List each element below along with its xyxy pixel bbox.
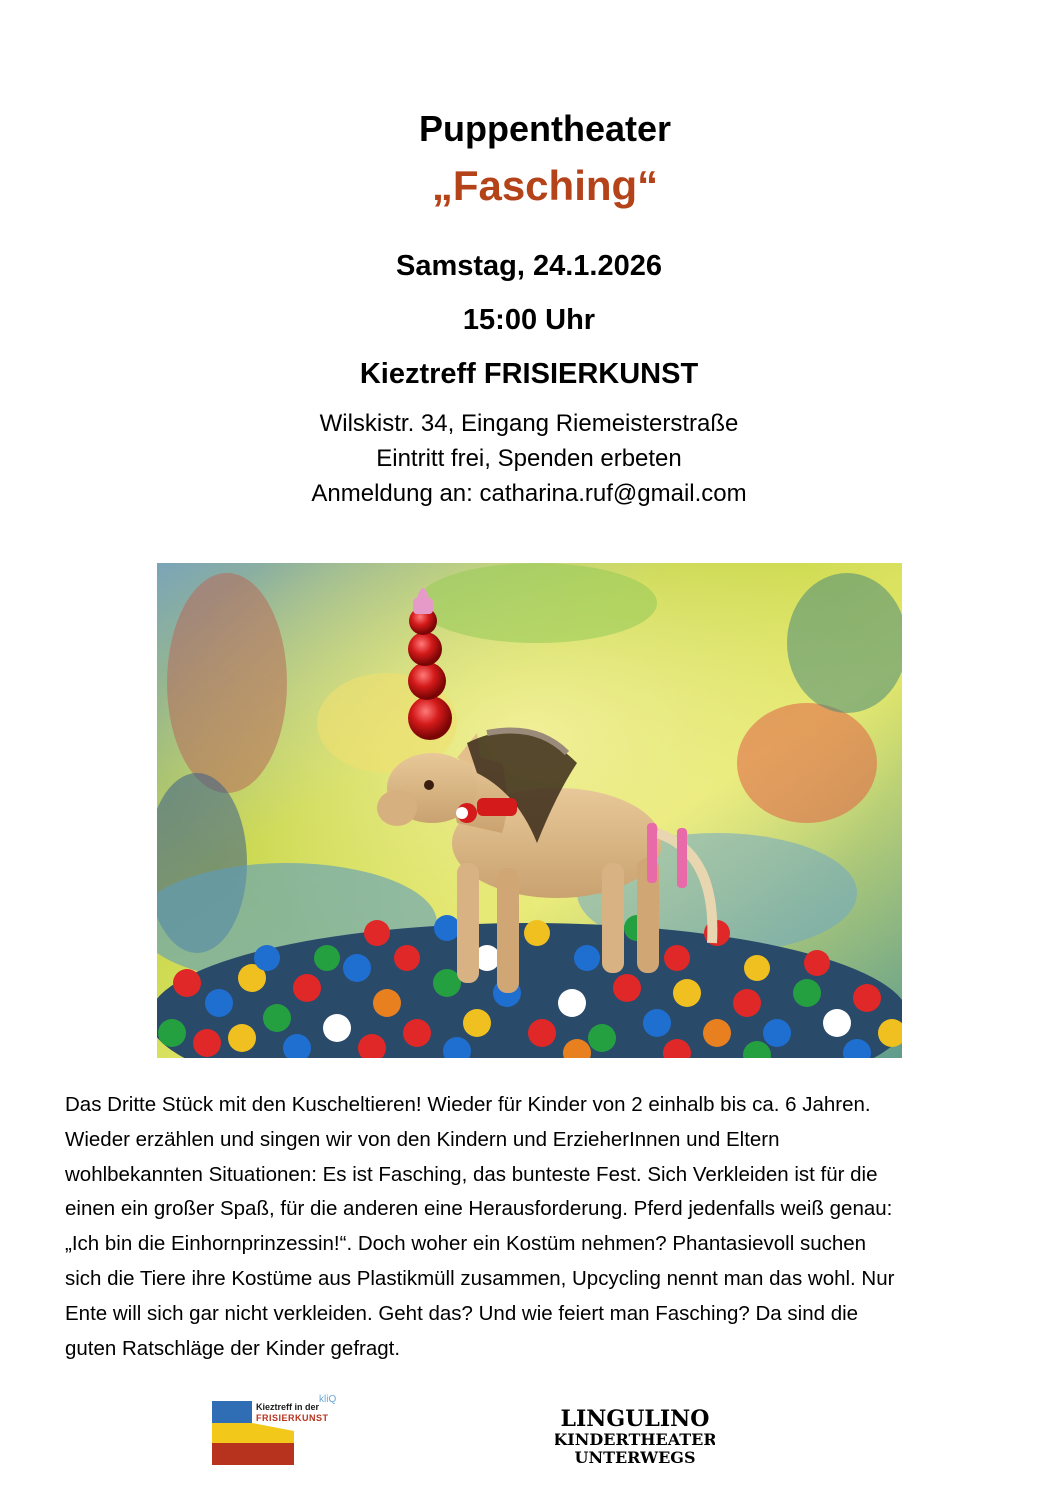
event-address: Wilskistr. 34, Eingang Riemeisterstraße: [319, 410, 739, 437]
description-line: Wieder erzählen und singen wir von den Kindern und ErzieherInnen und Eltern: [65, 1127, 780, 1151]
description-line: wohlbekannten Situationen: Es ist Fasching, das bunteste Fest. Sich Verkleiden ist für die: [65, 1162, 878, 1186]
logo-line2: FRISIERKUNST: [256, 1413, 329, 1423]
description-line: Das Dritte Stück mit den Kuscheltieren! Wieder für Kinder von 2 einhalb bis ca. 6 Jahren.: [65, 1093, 871, 1116]
description-line: guten Ratschläge der Kinder gefragt.: [65, 1336, 401, 1360]
unicorn-horse-puppet-photo: [157, 563, 902, 1058]
event-time: 15:00 Uhr: [462, 304, 596, 336]
logo-tag: kliQ: [319, 1394, 337, 1405]
event-date: Samstag, 24.1.2026: [395, 250, 662, 282]
event-venue: Kieztreff FRISIERKUNST: [359, 358, 699, 390]
description-line: einen ein großer Spaß, für die anderen eine Herausforderung. Pferd jedenfalls weiß genau:: [65, 1197, 893, 1221]
event-registration: Anmeldung an: catharina.ruf@gmail.com: [311, 480, 747, 507]
logo-lingulino: LINGULINO: [560, 1406, 710, 1432]
kieztreff-frisierkunst-logo: [212, 1393, 344, 1465]
event-description: [65, 1088, 995, 1366]
lingulino-logo: [555, 1402, 715, 1468]
flyer-title: Puppentheater: [418, 108, 672, 149]
logo-unterwegs: UNTERWEGS: [574, 1448, 696, 1467]
logo-kindertheater: KINDERTHEATER: [555, 1430, 715, 1449]
description-line: sich die Tiere ihre Kostüme aus Plastikmüll zusammen, Upcycling nennt man das wohl. Nur: [65, 1266, 895, 1290]
flyer-subtitle: „Fasching“: [431, 162, 659, 209]
event-admission: Eintritt frei, Spenden erbeten: [376, 445, 682, 472]
description-line: Ente will sich gar nicht verkleiden. Geht das? Und wie feiert man Fasching? Da sind die: [65, 1301, 859, 1325]
description-line: „Ich bin die Einhornprinzessin!“. Doch woher ein Kostüm nehmen? Phantasievoll suchen: [65, 1232, 867, 1256]
logo-line1: Kieztreff in der: [256, 1402, 320, 1412]
